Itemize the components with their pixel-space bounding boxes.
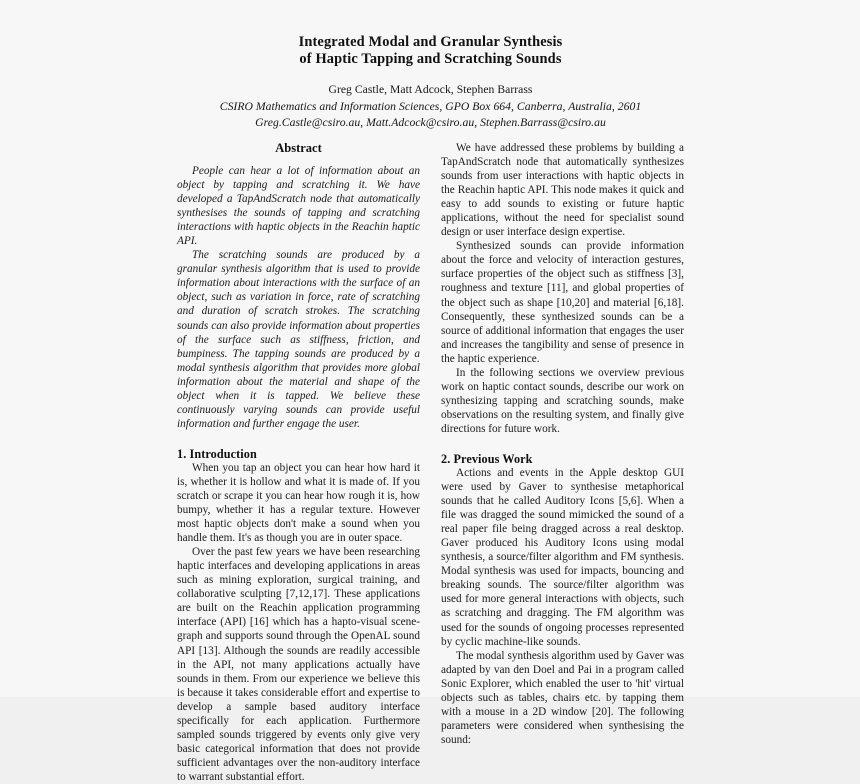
affiliation: CSIRO Mathematics and Information Sciences, GPO Box 664, Canberra, Australia, 2601 [219,99,642,113]
body-columns [177,141,684,784]
title-line-2: of Haptic Tapping and Scratching Sounds [299,51,562,68]
abstract-paragraph: The scratching sounds are produced by a granular synthesis algorithm that is used to provide information about interactions with the surface of an object, such as variation in force, rate of scratching and duration of scratch strokes. The scratching sounds can also provide information about properties of the surface such as stiffness, friction, and bumpiness. The tapping sounds are produced by a modal synthesis algorithm that provides more global information about the material and shape of the object when it is tapped. We believe these continuously varying sounds can provide useful information and further engage the user. [177,249,420,430]
author-emails: Greg.Castle@csiro.au, Matt.Adcock@csiro.au, Stephen.Barrass@csiro.au [255,115,606,129]
body-paragraph: The modal synthesis algorithm used by Gaver was adapted by van den Doel and Pai in a program called Sonic Explorer, which enabled the user to 'hit' virtual objects such as tables, chairs etc. by tapping them with a mouse in a 2D window [20]. The following parameters were considered when synthesising the sound: [441,649,684,746]
title-block [177,0,684,130]
abstract-heading: Abstract [275,141,322,155]
section-heading-introduction: 1. Introduction [177,446,257,461]
body-paragraph: In the following sections we overview previous work on haptic contact sounds, describe our work on synthesizing tapping and scratching sounds, make observations on the resulting system, and finally give directions for future work. [441,366,684,435]
body-paragraph: Over the past few years we have been researching haptic interfaces and developing applications in areas such as mining exploration, surgical training, and collaborative sculpting [7,12,17]. These applications are built on the Reachin application programming interface (API) [16] which has a hapto-visual scene-graph and supports sound through the OpenAL sound API [13]. Although the sounds are readily accessible in the API, not many applications actually have sounds in them. From our experience we believe this is because it takes considerable effort and expertise to develop a sample based auditory interface specifically for each application. Furthermore sampled sounds triggered by events only give very basic categorical information that does not provide sufficient advantages over the non-auditory interface to warrant substantial effort. [177,546,420,783]
page-title [177,34,684,69]
right-column [441,141,684,784]
paper-content [177,0,684,783]
abstract-paragraph: People can hear a lot of information about an object by tapping and scratching it. We have developed a TapAndScratch node that automatically synthesises the sounds of tapping and scratching interactions with haptic objects in the Reachin haptic API. [177,165,420,248]
body-paragraph: Synthesized sounds can provide information about the force and velocity of interaction gestures, surface properties of the object such as stiffness [3], roughness and texture [11], and global properties of the object such as shape [10,20] and material [6,18]. Consequently, these synthesized sounds can be a source of additional information that engages the user and increases the tangibility and sense of presence in the haptic experience. [441,240,684,365]
body-paragraph: When you tap an object you can hear how hard it is, whether it is hollow and what it is made of. If you scratch or scrape it you can hear how rough it is, how bumpy, whether it has a regular texture. However most haptic objects don't make a sound when you handle them. It's as though you are in outer space. [177,461,420,545]
body-paragraph: Actions and events in the Apple desktop GUI were used by Gaver to synthesise metaphorical sounds that he called Auditory Icons [5,6]. When a file was dragged the sound mimicked the sound of a real paper file being dragged across a real desktop. Gaver produced his Auditory Icons using modal synthesis, a source/filter algorithm and FM synthesis. Modal synthesis was used for impacts, bouncing and breaking sounds. The source/filter algorithm was used for more general interactions with objects, such as scratching and dragging. The FM algorithm was used for the sounds of ongoing processes represented by cyclic machine-like sounds. [441,466,684,648]
section-heading-previous-work: 2. Previous Work [441,451,533,466]
title-line-1: Integrated Modal and Granular Synthesis [298,34,563,50]
author-list: Greg Castle, Matt Adcock, Stephen Barrass [328,82,533,96]
left-column [177,141,420,784]
body-paragraph: We have addressed these problems by building a TapAndScratch node that automatically synthesizes sounds from user interactions with haptic objects in the Reachin haptic API. This node makes it quick and easy to add sounds to existing or future haptic applications, without the need for specialist sound design or user interface design expertise. [441,142,684,239]
